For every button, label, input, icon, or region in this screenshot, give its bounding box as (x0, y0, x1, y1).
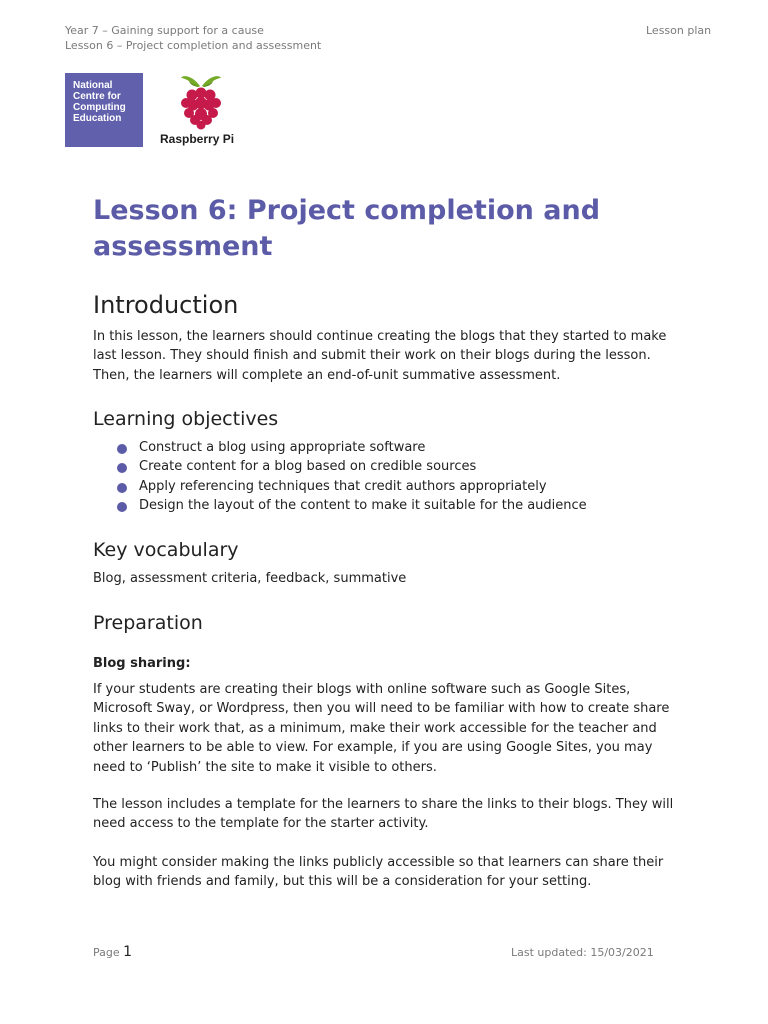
header-doc-type: Lesson plan (646, 24, 712, 37)
objective-text: Construct a blog using appropriate software (139, 440, 426, 455)
objective-text: Create content for a blog based on credible sources (139, 459, 477, 475)
list-item (115, 496, 587, 515)
bullet-icon (117, 444, 127, 454)
raspberry-pi-logo (160, 72, 244, 152)
list-item (115, 477, 587, 496)
ncce-logo-line: Computing (73, 102, 126, 113)
raspberry-icon (175, 72, 227, 130)
bullet-icon (117, 483, 127, 493)
last-updated: Last updated: 15/03/2021 (511, 946, 654, 959)
learning-objectives-heading: Learning objectives (93, 408, 279, 430)
preparation-heading: Preparation (93, 612, 203, 634)
list-item (115, 457, 587, 476)
page-title: Lesson 6: Project completion and assessment (93, 195, 601, 262)
preparation-paragraph: You might consider making the links publicly accessible so that learners can share their blog with friends and family, but this will be a consideration for your setting. (93, 855, 664, 890)
header-unit-title: Year 7 – Gaining support for a cause (65, 24, 264, 37)
key-vocabulary-text: Blog, assessment criteria, feedback, summative (93, 571, 407, 586)
ncce-logo-line: Education (73, 113, 122, 124)
bullet-icon (117, 502, 127, 512)
raspberry-pi-wordmark: Raspberry Pi (160, 132, 235, 146)
bullet-icon (117, 463, 127, 473)
header-lesson-title: Lesson 6 – Project completion and assessment (65, 39, 322, 52)
introduction-text: In this lesson, the learners should continue creating the blogs that they started to make last lesson. They should finish and submit their work on their blogs during the lesson. Then, the learners will complete an end-of-unit summative assessment. (93, 329, 667, 383)
learning-objectives-list (115, 438, 587, 516)
key-vocabulary-heading: Key vocabulary (93, 539, 239, 561)
preparation-paragraph: The lesson includes a template for the learners to share the links to their blogs. They will need access to the template for the starter activity. (93, 797, 674, 832)
ncce-logo-line: Centre for (73, 91, 121, 102)
introduction-heading: Introduction (93, 291, 239, 319)
objective-text: Design the layout of the content to make it suitable for the audience (139, 498, 587, 514)
ncce-logo-line: National (73, 80, 113, 91)
preparation-paragraph: If your students are creating their blogs with online software such as Google Sites, Microsoft Sway, or Wordpress, then you will need to be familiar with how to create share links to their work that, as a minimum, make their work accessible for the teacher and other learners to be able to view. For example, if you are using Google Sites, you may need to ‘Publish’ the site to make it visible to others. (93, 682, 670, 775)
ncce-logo (65, 73, 143, 147)
page-number-value: 1 (123, 944, 133, 960)
page-label: Page (93, 946, 120, 959)
list-item (115, 438, 587, 457)
page-number (93, 944, 132, 960)
blog-sharing-subheading: Blog sharing: (93, 656, 191, 671)
running-header (65, 23, 321, 53)
objective-text: Apply referencing techniques that credit authors appropriately (139, 478, 547, 494)
